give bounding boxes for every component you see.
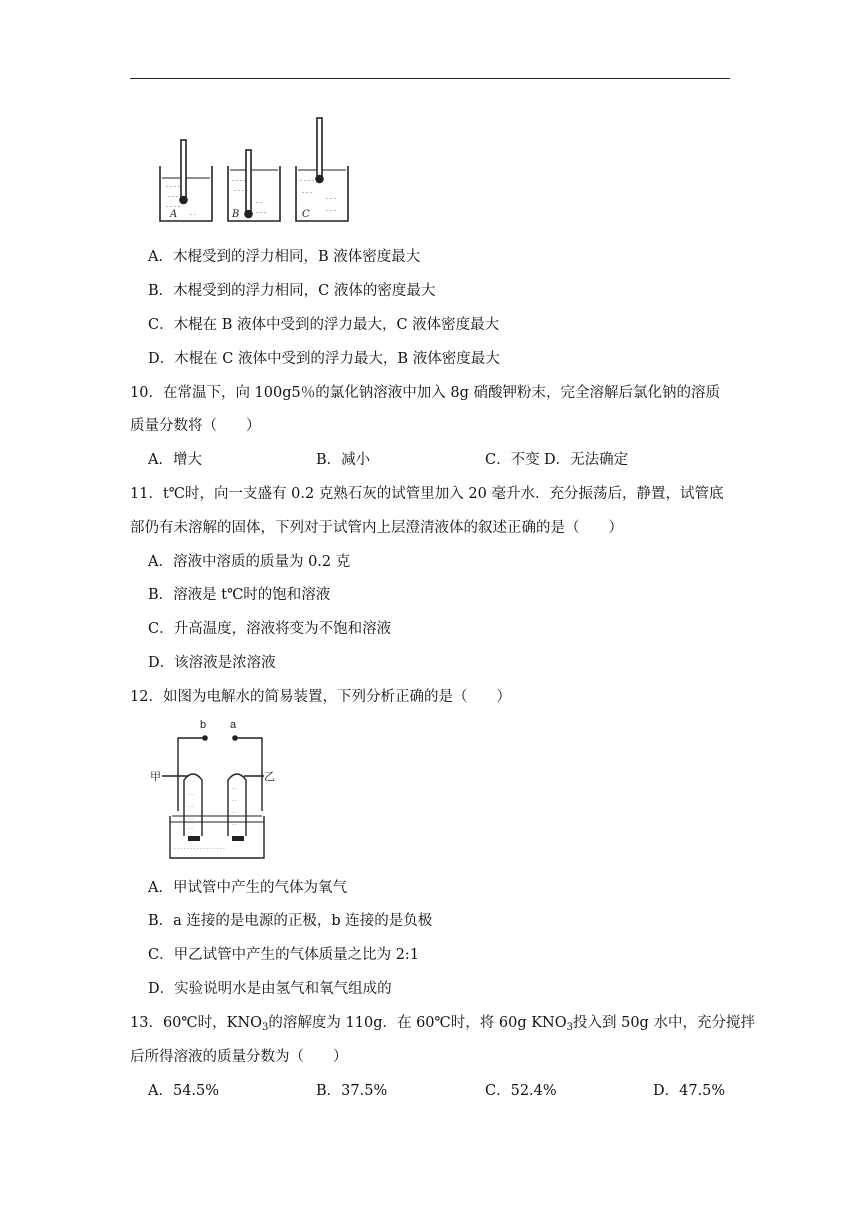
svg-text:- -: - - [232, 810, 237, 816]
svg-text:- - - -: - - - - [166, 183, 180, 190]
svg-text:- - - -: - - - - [168, 193, 182, 200]
beaker-a-label: A [170, 209, 178, 220]
q13-option-c: C．52.4% [485, 1083, 557, 1099]
q9-option-b: B．木棍受到的浮力相同，C 液体的密度最大 [148, 283, 436, 299]
q12-option-c: C．甲乙试管中产生的气体质量之比为 2:1 [148, 947, 420, 963]
svg-text:- - -: - - - [256, 209, 266, 216]
svg-text:- -: - - [190, 211, 196, 218]
svg-text:- - -: - - - [302, 189, 312, 196]
q11-option-b: B．溶液是 t℃时的饱和溶液 [148, 587, 331, 603]
q11-option-d: D．该溶液是浓溶液 [148, 655, 276, 671]
terminal-a-label: a [230, 719, 237, 731]
svg-text:- - -: - - - [326, 207, 336, 214]
q13-stem-line2: 后所得溶液的质量分数为（ ） [130, 1049, 348, 1065]
q13-stem-line1: 13．60℃时，$KNO_3$的溶解度为 110g．在 60℃时，将 60g $KNO_3$投入到 50g 水中，充分搅拌 [130, 1015, 755, 1033]
q12-option-b: B．a 连接的是电源的正极，b 连接的是负极 [148, 913, 433, 929]
svg-text:- -: - - [188, 816, 193, 822]
svg-text:- -: - - [256, 199, 262, 206]
q10-stem-line2: 质量分数将（ ） [130, 418, 261, 434]
terminal-b-label: b [200, 719, 207, 731]
svg-text:- -: - - [188, 804, 193, 810]
beaker-b-label: B [232, 209, 240, 220]
svg-text:- - -: - - - [326, 195, 336, 202]
q12-stem: 12．如图为电解水的简易装置，下列分析正确的是（ ） [130, 689, 511, 705]
svg-text:- -: - - [188, 792, 193, 798]
beakers-figure [150, 116, 380, 226]
svg-text:- -: - - [232, 822, 237, 828]
q11-stem-line1: 11．t℃时，向一支盛有 0.2 克熟石灰的试管里加入 20 毫升水．充分振荡后，静置，试管底 [130, 486, 724, 502]
svg-text:- -: - - [232, 798, 237, 804]
svg-text:- - - - - - - - - - - - -: - - - - - - - - - - - - - - - - [174, 846, 225, 852]
q11-option-a: A．溶液中溶质的质量为 0.2 克 [148, 554, 351, 570]
q9-option-a: A．木棍受到的浮力相同，B 液体密度最大 [148, 249, 421, 265]
svg-text:- - - -: - - - - [166, 203, 180, 210]
svg-text:- - - -: - - - - [234, 187, 248, 194]
tube-right-label: 乙 [264, 771, 275, 783]
svg-text:- -: - - [232, 786, 237, 792]
q10-option-b: B．减小 [316, 452, 371, 468]
q10-option-a: A．增大 [148, 452, 202, 468]
q10-option-d: D．无法确定 [544, 452, 629, 468]
electrolysis-figure [148, 716, 288, 862]
q10-stem-line1: 10．在常温下，向 100g5％的氯化钠溶液中加入 8g 硝酸钾粉末，完全溶解后氯化钠的溶质 [130, 385, 720, 401]
q12-option-d: D．实验说明水是由氢气和氧气组成的 [148, 981, 392, 997]
q13-option-b: B．37.5% [316, 1083, 388, 1099]
svg-text:- -: - - [188, 826, 193, 832]
q9-option-c: C．木棍在 B 液体中受到的浮力最大，C 液体密度最大 [148, 317, 500, 333]
svg-text:- - - -: - - - - [232, 177, 246, 184]
beaker-c-label: C [302, 209, 310, 220]
q13-option-a: A．54.5% [148, 1083, 220, 1099]
q13-option-d: D．47.5% [653, 1083, 726, 1099]
q9-option-d: D．木棍在 C 液体中受到的浮力最大，B 液体密度最大 [148, 351, 500, 367]
header-rule [130, 78, 730, 79]
q10-option-c: C．不变 [485, 452, 540, 468]
q11-option-c: C．升高温度，溶液将变为不饱和溶液 [148, 621, 392, 637]
tube-left-label: 甲 [150, 771, 161, 783]
q11-stem-line2: 部仍有未溶解的固体，下列对于试管内上层澄清液体的叙述正确的是（ ） [130, 520, 623, 536]
q12-option-a: A．甲试管中产生的气体为氧气 [148, 880, 347, 896]
svg-text:- - - - -: - - - - - [300, 177, 318, 184]
